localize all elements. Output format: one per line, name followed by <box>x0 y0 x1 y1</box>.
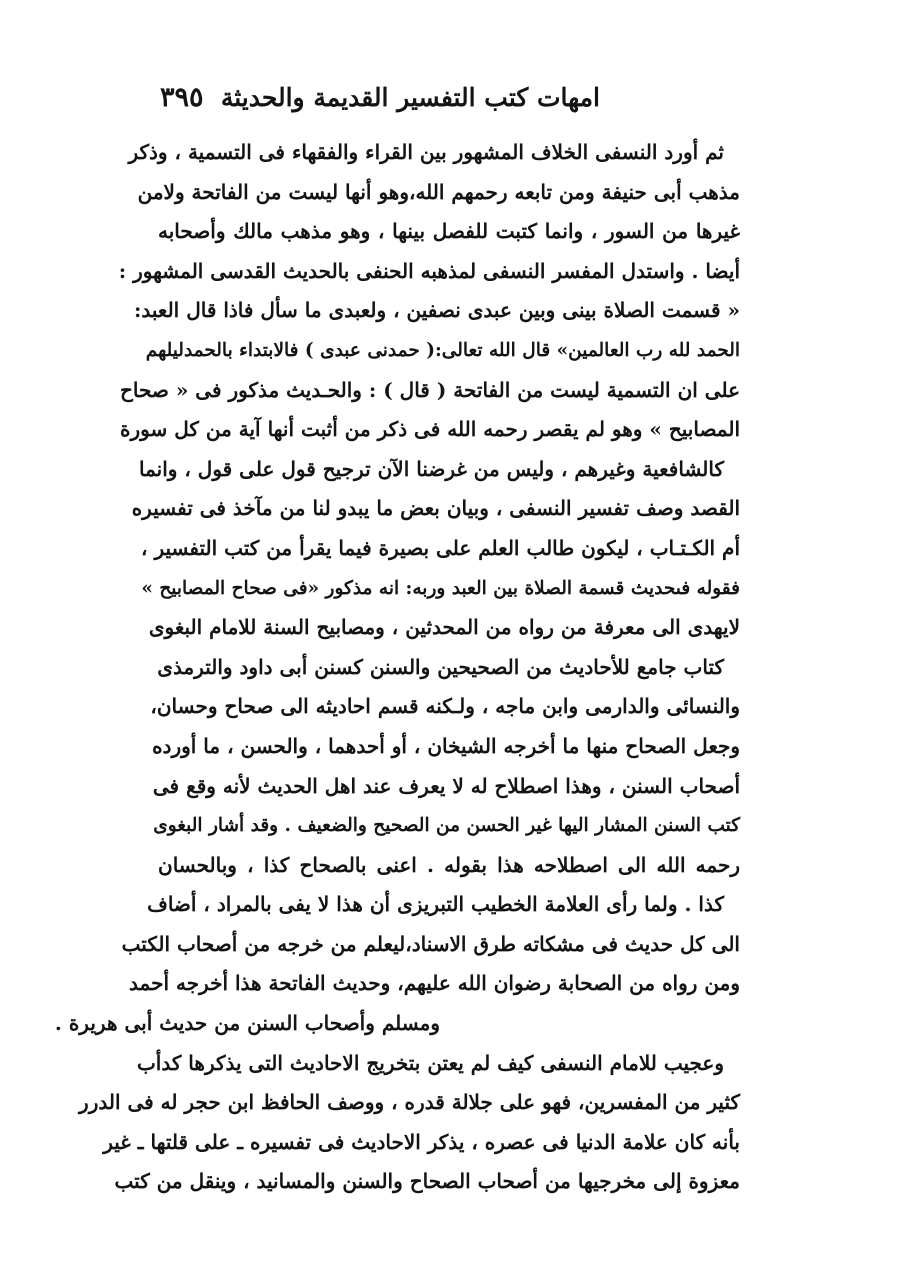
page-number: ٣٩٥ <box>160 81 204 113</box>
text-line: الحمد لله رب العالمين» قال الله تعالى:( حمدنى عبدى ) فالابتداء بالحمدليلهم <box>145 339 740 361</box>
body-text <box>54 133 740 1202</box>
text-line: على ان التسمية ليست من الفاتحة ( قال ) : والحـديث مذكور فى « صحاح <box>119 377 740 402</box>
text-line: والنسائى والدارمى وابن ماجه ، ولـكنه قسم احاديثه الى صحاح وحسان، <box>150 694 740 719</box>
text-line: أم الكـتـاب ، ليكون طالب العلم على بصيرة فيما يقرأ من كتب التفسير ، <box>141 535 740 560</box>
text-line: كتب السنن المشار اليها غير الحسن من الصحيح والضعيف . وقد أشار البغوى <box>153 815 740 837</box>
text-line: كذا . ولما رأى العلامة الخطيب التبريزى أن هذا لا يفى بالمراد ، أضاف <box>147 892 724 917</box>
running-head <box>160 74 600 120</box>
text-line: مذهب أبى حنيفة ومن تابعه رحمهم الله،وهو أنها ليست من الفاتحة ولامن <box>137 179 740 204</box>
text-line: أصحاب السنن ، وهذا اصطلاح له لا يعرف عند اهل الحديث لأنه وقع فى <box>152 773 740 798</box>
text-line: كالشافعية وغيرهم ، وليس من غرضنا الآن ترجيح قول على قول ، وانما <box>138 456 724 481</box>
text-line: القصد وصف تفسير النسفى ، وبيان بعض ما يبدو لنا من مآخذ فى تفسيره <box>131 496 740 521</box>
text-line: وعجيب للامام النسفى كيف لم يعتن بتخريج الاحاديث التى يذكرها كدأب <box>136 1050 724 1075</box>
text-line: معزوة إلى مخرجيها من أصحاب الصحاح والسنن والمسانيد ، وينقل من كتب <box>114 1169 740 1194</box>
text-line: لايهدى الى معرفة من رواه من المحدثين ، ومصابيح السنة للامام البغوى <box>148 615 740 640</box>
text-line: بأنه كان علامة الدنيا فى عصره ، يذكر الاحاديث فى تفسيره ـ على قلتها ـ غير <box>103 1129 740 1154</box>
text-line: ومن رواه من الصحابة رضوان الله عليهم، وحديث الفاتحة هذا أخرجه أحمد <box>129 971 740 996</box>
text-line: المصابيح » وهو لم يقصر رحمه الله فى ذكر من أثبت أنها آية من كل سورة <box>120 417 740 442</box>
text-line: غيرها من السور ، وانما كتبت للفصل بينها ، وهو مذهب مالك وأصحابه <box>158 219 740 244</box>
text-line: وجعل الصحاح منها ما أخرجه الشيخان ، أو أحدهما ، والحسن ، ما أورده <box>152 733 740 758</box>
text-line: ومسلم وأصحاب السنن من حديث أبى هريرة . <box>54 1011 440 1036</box>
text-line: رحمه الله الى اصطلاحه هذا بقوله . اعنى بالصحاح كذا ، وبالحسان <box>158 852 740 877</box>
text-line: أيضا . واستدل المفسر النسفى لمذهبه الحنفى بالحديث القدسى المشهور : <box>118 258 740 283</box>
text-line: الى كل حديث فى مشكاته طرق الاسناد،ليعلم من خرجه من أصحاب الكتب <box>121 931 740 956</box>
text-line: « قسمت الصلاة بينى وبين عبدى نصفين ، ولعبدى ما سأل فاذا قال العبد: <box>134 298 740 323</box>
running-head-title: امهات كتب التفسير القديمة والحديثة <box>220 82 600 112</box>
text-line: فقوله فىحديث قسمة الصلاة بين العبد وربه: انه مذكور «فى صحاح المصابيح » <box>141 577 740 599</box>
text-line: كثير من المفسرين، فهو على جلالة قدره ، ووصف الحافظ ابن حجر له فى الدرر <box>79 1090 740 1115</box>
text-line: كتاب جامع للأحاديث من الصحيحين والسنن كسنن أبى داود والترمذى <box>157 654 724 679</box>
text-line: ثم أورد النسفى الخلاف المشهور بين القراء والفقهاء فى التسمية ، وذكر <box>128 140 724 164</box>
